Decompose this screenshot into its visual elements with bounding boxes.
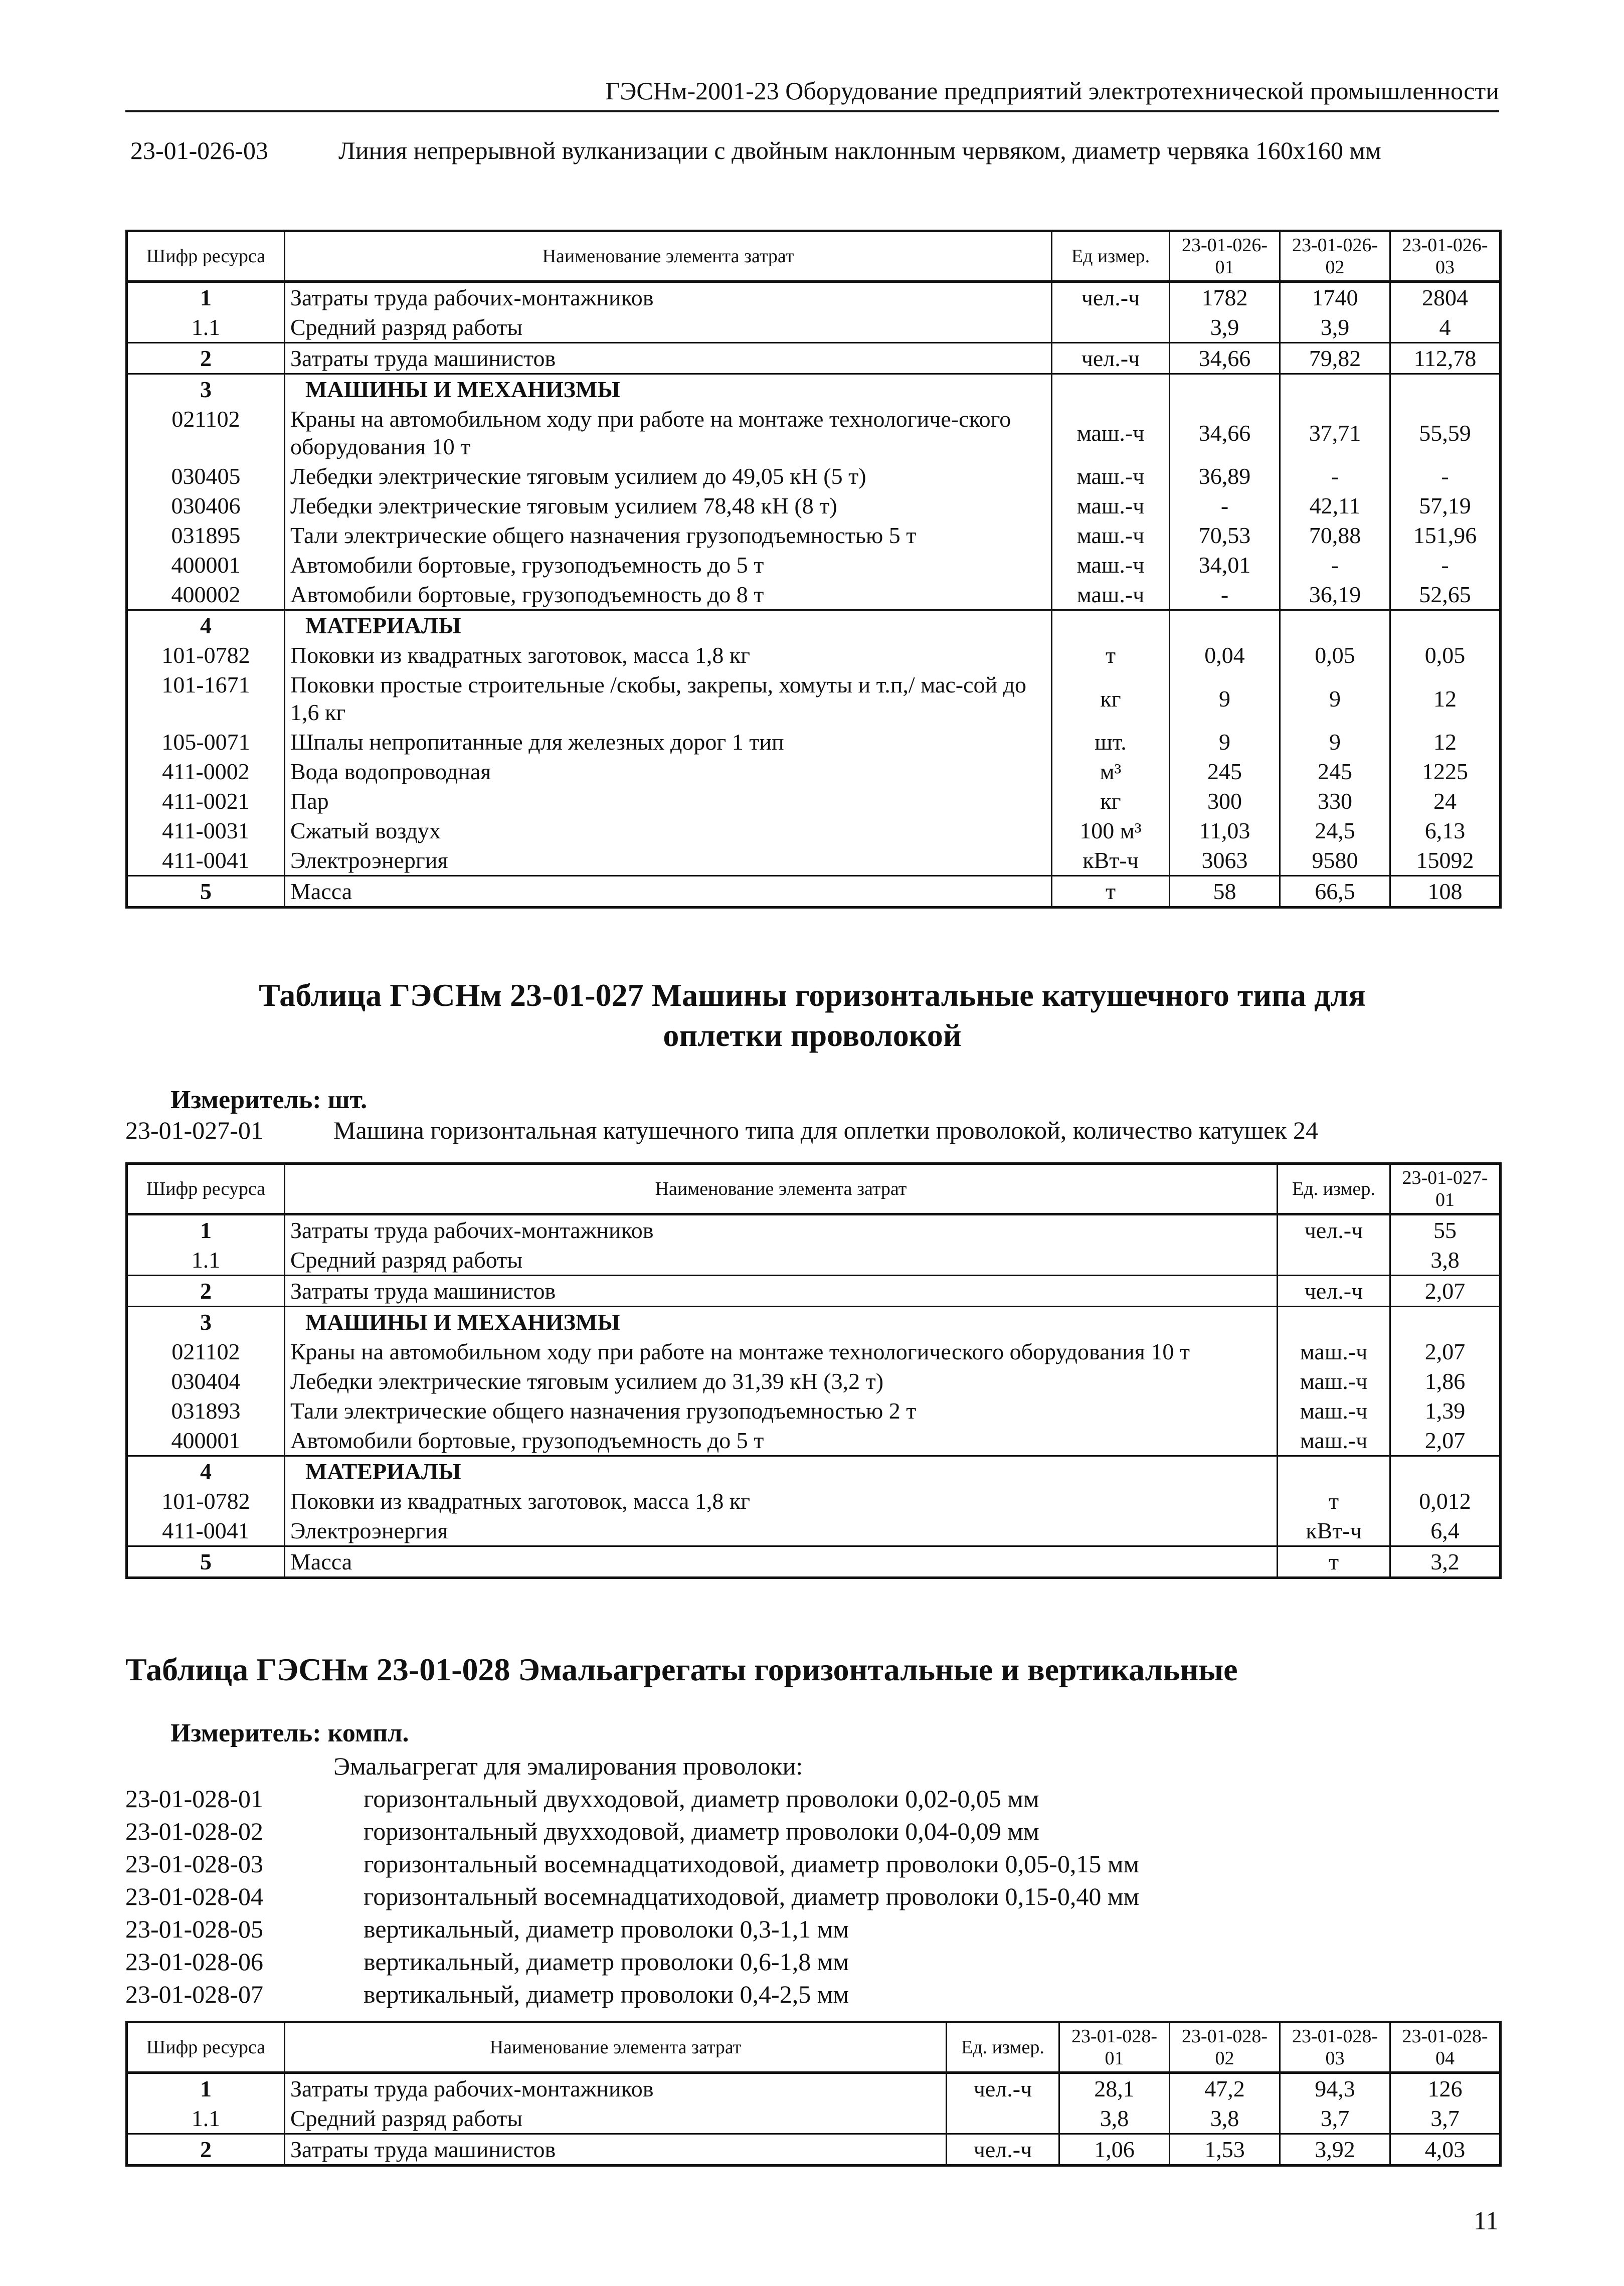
column-header: Шифр ресурса	[127, 1164, 285, 1214]
unit-cell: т	[1052, 876, 1170, 908]
value-cell: 24	[1390, 786, 1501, 816]
table-row	[127, 610, 1501, 641]
table-row	[127, 491, 1501, 520]
value-cell: 245	[1280, 757, 1390, 786]
value-cell: 300	[1170, 786, 1280, 816]
table-row	[127, 2134, 1501, 2166]
norm-code: 23-01-028-03	[125, 1850, 263, 1878]
unit-cell: маш.-ч	[1052, 580, 1170, 610]
table-row	[127, 876, 1501, 908]
table-row	[127, 374, 1501, 405]
value-cell: 34,66	[1170, 343, 1280, 374]
cost-element-cell: Электроэнергия	[285, 1516, 1278, 1546]
resource-code-cell: 2	[127, 1276, 285, 1307]
table-row	[127, 343, 1501, 374]
unit-cell: т	[1052, 640, 1170, 670]
value-cell: 42,11	[1280, 491, 1390, 520]
value-cell: 34,01	[1170, 550, 1280, 580]
resource-code-cell: 1.1	[127, 312, 285, 343]
value-cell: 36,89	[1170, 461, 1280, 491]
unit-cell	[1052, 374, 1170, 405]
cost-element-cell: Затраты труда машинистов	[285, 343, 1052, 374]
unit-cell: т	[1278, 1486, 1390, 1516]
resource-code-cell: 1.1	[127, 1245, 285, 1276]
cost-element-cell: Поковки из квадратных заготовок, масса 1,8 кг	[285, 640, 1052, 670]
value-cell: 9	[1280, 670, 1390, 727]
norm-code: 23-01-028-01	[125, 1785, 263, 1813]
unit-cell: чел.-ч	[1052, 343, 1170, 374]
resource-code-cell: 021102	[127, 404, 285, 461]
resource-code-cell: 1.1	[127, 2103, 285, 2134]
cost-element-cell: Автомобили бортовые, грузоподъемность до 8 т	[285, 580, 1052, 610]
value-cell: 12	[1390, 670, 1501, 727]
column-header: Ед измер.	[1052, 231, 1170, 282]
column-header: Ед. измер.	[947, 2022, 1059, 2073]
unit-cell: кг	[1052, 670, 1170, 727]
unit-cell: т	[1278, 1546, 1390, 1578]
cost-element-cell: Затраты труда машинистов	[285, 2134, 947, 2166]
column-header: Наименование элемента затрат	[285, 1164, 1278, 1214]
value-cell: 36,19	[1280, 580, 1390, 610]
value-cell: 1225	[1390, 757, 1501, 786]
value-cell: 3,2	[1390, 1546, 1501, 1578]
value-cell	[1390, 1456, 1501, 1487]
value-cell: 9	[1280, 727, 1390, 757]
value-cell: 12	[1390, 727, 1501, 757]
value-cell: 24,5	[1280, 816, 1390, 845]
column-header: Наименование элемента затрат	[285, 231, 1052, 282]
cost-element-cell: Лебедки электрические тяговым усилием до 31,39 кН (3,2 т)	[285, 1366, 1278, 1396]
cost-element-cell: Тали электрические общего назначения грузоподъемностью 5 т	[285, 520, 1052, 550]
resource-code-cell: 1	[127, 1214, 285, 1246]
unit-cell: кг	[1052, 786, 1170, 816]
value-cell: 2,07	[1390, 1426, 1501, 1456]
table-row	[127, 520, 1501, 550]
resource-code-cell: 3	[127, 374, 285, 405]
value-cell: 3,9	[1280, 312, 1390, 343]
table-row	[127, 845, 1501, 876]
unit-cell: маш.-ч	[1278, 1396, 1390, 1426]
value-cell	[1280, 374, 1390, 405]
cost-element-cell: Сжатый воздух	[285, 816, 1052, 845]
value-cell: 79,82	[1280, 343, 1390, 374]
value-cell: 330	[1280, 786, 1390, 816]
resource-code-cell: 031895	[127, 520, 285, 550]
cost-element-cell: Поковки простые строительные /скобы, закрепы, хомуты и т.п,/ мас-сой до 1,6 кг	[285, 670, 1052, 727]
value-cell: -	[1390, 461, 1501, 491]
table-row	[127, 1456, 1501, 1487]
cost-element-cell: Лебедки электрические тяговым усилием до 49,05 кН (5 т)	[285, 461, 1052, 491]
value-cell: -	[1280, 550, 1390, 580]
cost-element-cell: Шпалы непропитанные для железных дорог 1 тип	[285, 727, 1052, 757]
cost-element-cell: Электроэнергия	[285, 845, 1052, 876]
unit-cell: кВт-ч	[1052, 845, 1170, 876]
resource-code-cell: 1	[127, 282, 285, 313]
column-header: Шифр ресурса	[127, 231, 285, 282]
norm-description: горизонтальный двухходовой, диаметр проволоки 0,04-0,09 мм	[364, 1817, 1039, 1845]
unit-cell: маш.-ч	[1052, 491, 1170, 520]
value-cell: 112,78	[1390, 343, 1501, 374]
value-cell: 108	[1390, 876, 1501, 908]
norm-description: вертикальный, диаметр проволоки 0,4-2,5 мм	[364, 1980, 849, 2008]
value-cell: 58	[1170, 876, 1280, 908]
norm-code: 23-01-028-05	[125, 1915, 263, 1943]
resource-code-cell: 400001	[127, 550, 285, 580]
value-cell: 94,3	[1280, 2073, 1390, 2104]
cost-element-cell: Средний разряд работы	[285, 312, 1052, 343]
value-cell: 151,96	[1390, 520, 1501, 550]
cost-element-cell: Масса	[285, 1546, 1278, 1578]
resource-code-cell: 030406	[127, 491, 285, 520]
resource-code-cell: 2	[127, 2134, 285, 2166]
norm-description: Линия непрерывной вулканизации с двойным наклонным червяком, диаметр червяка 160х160 мм	[338, 136, 1381, 164]
unit-cell: маш.-ч	[1278, 1426, 1390, 1456]
unit-cell	[1278, 1245, 1390, 1276]
table-row	[127, 1516, 1501, 1546]
value-cell: 66,5	[1280, 876, 1390, 908]
resource-code-cell: 030405	[127, 461, 285, 491]
cost-element-cell: Краны на автомобильном ходу при работе на монтаже технологического оборудования 10 т	[285, 1337, 1278, 1366]
resource-code-cell: 411-0031	[127, 816, 285, 845]
cost-element-cell: Масса	[285, 876, 1052, 908]
unit-cell: кВт-ч	[1278, 1516, 1390, 1546]
resource-code-cell: 031893	[127, 1396, 285, 1426]
unit-cell	[1278, 1307, 1390, 1337]
column-header: 23-01-026-02	[1280, 231, 1390, 282]
value-cell: 9	[1170, 670, 1280, 727]
table-row	[127, 282, 1501, 313]
measure-unit-027: Измеритель: шт.	[170, 1086, 368, 1114]
table-row	[127, 640, 1501, 670]
norm-description: Машина горизонтальная катушечного типа для оплетки проволокой, количество катушек 24	[333, 1116, 1319, 1144]
value-cell: 57,19	[1390, 491, 1501, 520]
table-row	[127, 727, 1501, 757]
value-cell: 6,4	[1390, 1516, 1501, 1546]
table-row	[127, 1245, 1501, 1276]
column-header: Шифр ресурса	[127, 2022, 285, 2073]
table-row	[127, 670, 1501, 727]
resource-code-cell: 101-1671	[127, 670, 285, 727]
table-row	[127, 1426, 1501, 1456]
resource-code-cell: 101-0782	[127, 640, 285, 670]
table-row	[127, 1486, 1501, 1516]
norm-code: 23-01-026-03	[130, 136, 268, 164]
norm-code: 23-01-028-06	[125, 1948, 263, 1976]
resource-code-cell: 021102	[127, 1337, 285, 1366]
section-title-027: Таблица ГЭСНм 23-01-027 Машины горизонтальные катушечного типа для оплетки проволокой	[259, 977, 1366, 1053]
value-cell: 28,1	[1059, 2073, 1170, 2104]
unit-cell: маш.-ч	[1052, 520, 1170, 550]
value-cell: 6,13	[1390, 816, 1501, 845]
cost-element-cell: МАШИНЫ И МЕХАНИЗМЫ	[285, 1307, 1278, 1337]
table-row	[127, 1546, 1501, 1578]
value-cell: 0,05	[1390, 640, 1501, 670]
table-row	[127, 2073, 1501, 2104]
page-number: 11	[1473, 2207, 1499, 2235]
table-row	[127, 2103, 1501, 2134]
value-cell: 15092	[1390, 845, 1501, 876]
value-cell: 70,88	[1280, 520, 1390, 550]
section-title-028: Таблица ГЭСНм 23-01-028 Эмальагрегаты горизонтальные и вертикальные	[125, 1652, 1238, 1687]
norm-description: вертикальный, диаметр проволоки 0,6-1,8 мм	[364, 1948, 849, 1976]
value-cell: 0,04	[1170, 640, 1280, 670]
running-header: ГЭСНм-2001-23 Оборудование предприятий электротехнической промышленности	[125, 74, 1499, 112]
resource-code-cell: 030404	[127, 1366, 285, 1396]
resource-code-cell: 4	[127, 610, 285, 641]
cost-element-cell: Средний разряд работы	[285, 2103, 947, 2134]
value-cell: -	[1390, 550, 1501, 580]
resource-code-cell: 3	[127, 1307, 285, 1337]
resource-code-cell: 5	[127, 1546, 285, 1578]
value-cell: 37,71	[1280, 404, 1390, 461]
value-cell: 3063	[1170, 845, 1280, 876]
norm-description: горизонтальный двухходовой, диаметр проволоки 0,02-0,05 мм	[364, 1785, 1039, 1813]
value-cell: -	[1280, 461, 1390, 491]
value-cell	[1170, 374, 1280, 405]
table-row	[127, 461, 1501, 491]
cost-element-cell: Поковки из квадратных заготовок, масса 1,8 кг	[285, 1486, 1278, 1516]
value-cell: 4	[1390, 312, 1501, 343]
value-cell: 1,06	[1059, 2134, 1170, 2166]
value-cell: 3,8	[1059, 2103, 1170, 2134]
table-row	[127, 1276, 1501, 1307]
resource-code-cell: 411-0041	[127, 1516, 285, 1546]
value-cell: 2,07	[1390, 1337, 1501, 1366]
cost-element-cell: Затраты труда рабочих-монтажников	[285, 1214, 1278, 1246]
cost-element-cell: Средний разряд работы	[285, 1245, 1278, 1276]
value-cell: 0,012	[1390, 1486, 1501, 1516]
table-row	[127, 1396, 1501, 1426]
value-cell: 3,8	[1170, 2103, 1280, 2134]
resource-code-cell: 1	[127, 2073, 285, 2104]
value-cell: 11,03	[1170, 816, 1280, 845]
value-cell: 4,03	[1390, 2134, 1501, 2166]
table-23-01-027	[125, 1162, 1502, 1579]
column-header: 23-01-028-01	[1059, 2022, 1170, 2073]
unit-cell: шт.	[1052, 727, 1170, 757]
unit-cell	[947, 2103, 1059, 2134]
unit-cell: маш.-ч	[1052, 550, 1170, 580]
value-cell: 2804	[1390, 282, 1501, 313]
unit-cell: чел.-ч	[1278, 1214, 1390, 1246]
value-cell: 9580	[1280, 845, 1390, 876]
value-cell: 1,39	[1390, 1396, 1501, 1426]
value-cell: 126	[1390, 2073, 1501, 2104]
column-header: Ед. измер.	[1278, 1164, 1390, 1214]
cost-element-cell: Затраты труда рабочих-монтажников	[285, 282, 1052, 313]
value-cell	[1280, 610, 1390, 641]
unit-cell: м³	[1052, 757, 1170, 786]
value-cell: 3,8	[1390, 1245, 1501, 1276]
unit-cell	[1052, 312, 1170, 343]
unit-cell: маш.-ч	[1052, 461, 1170, 491]
table-row	[127, 757, 1501, 786]
cost-element-cell: МАТЕРИАЛЫ	[285, 1456, 1278, 1487]
resource-code-cell: 400002	[127, 580, 285, 610]
value-cell	[1390, 610, 1501, 641]
value-cell: 2,07	[1390, 1276, 1501, 1307]
unit-cell: маш.-ч	[1278, 1337, 1390, 1366]
value-cell	[1390, 1307, 1501, 1337]
table-row	[127, 1337, 1501, 1366]
column-header: Наименование элемента затрат	[285, 2022, 947, 2073]
resource-code-cell: 5	[127, 876, 285, 908]
table-row	[127, 550, 1501, 580]
unit-cell: маш.-ч	[1052, 404, 1170, 461]
table-row	[127, 1214, 1501, 1246]
resource-code-cell: 101-0782	[127, 1486, 285, 1516]
unit-cell: маш.-ч	[1278, 1366, 1390, 1396]
value-cell: 1,53	[1170, 2134, 1280, 2166]
norm-code: 23-01-027-01	[125, 1116, 263, 1144]
value-cell: 70,53	[1170, 520, 1280, 550]
table-row	[127, 1307, 1501, 1337]
resource-code-cell: 105-0071	[127, 727, 285, 757]
cost-element-cell: Автомобили бортовые, грузоподъемность до 5 т	[285, 550, 1052, 580]
cost-element-cell: МАТЕРИАЛЫ	[285, 610, 1052, 641]
value-cell: 245	[1170, 757, 1280, 786]
column-header: 23-01-028-03	[1280, 2022, 1390, 2073]
value-cell: 34,66	[1170, 404, 1280, 461]
value-cell: 3,7	[1280, 2103, 1390, 2134]
norm-code: 23-01-028-02	[125, 1817, 263, 1845]
cost-element-cell: Тали электрические общего назначения грузоподъемностью 2 т	[285, 1396, 1278, 1426]
norm-description: горизонтальный восемнадцатиходовой, диаметр проволоки 0,05-0,15 мм	[364, 1850, 1140, 1878]
value-cell: 9	[1170, 727, 1280, 757]
value-cell: 1782	[1170, 282, 1280, 313]
cost-element-cell: Автомобили бортовые, грузоподъемность до 5 т	[285, 1426, 1278, 1456]
value-cell: 47,2	[1170, 2073, 1280, 2104]
resource-code-cell: 400001	[127, 1426, 285, 1456]
table-row	[127, 312, 1501, 343]
value-cell: 1,86	[1390, 1366, 1501, 1396]
measure-unit-028: Измеритель: компл.	[170, 1719, 409, 1747]
value-cell	[1390, 374, 1501, 405]
resource-code-cell: 411-0041	[127, 845, 285, 876]
value-cell: 3,7	[1390, 2103, 1501, 2134]
unit-cell: чел.-ч	[1052, 282, 1170, 313]
table-row	[127, 404, 1501, 461]
resource-code-cell: 4	[127, 1456, 285, 1487]
column-header: 23-01-027-01	[1390, 1164, 1501, 1214]
unit-cell: 100 м³	[1052, 816, 1170, 845]
value-cell: 55	[1390, 1214, 1501, 1246]
column-header: 23-01-026-03	[1390, 231, 1501, 282]
norm-description: вертикальный, диаметр проволоки 0,3-1,1 мм	[364, 1915, 849, 1943]
unit-cell: чел.-ч	[1278, 1276, 1390, 1307]
unit-cell	[1052, 610, 1170, 641]
cost-element-cell: Лебедки электрические тяговым усилием 78,48 кН (8 т)	[285, 491, 1052, 520]
value-cell: -	[1170, 580, 1280, 610]
norm-code: 23-01-028-07	[125, 1980, 263, 2008]
table-23-01-026	[125, 230, 1502, 909]
cost-element-cell: Затраты труда рабочих-монтажников	[285, 2073, 947, 2104]
value-cell: 3,92	[1280, 2134, 1390, 2166]
value-cell: 3,9	[1170, 312, 1280, 343]
table-row	[127, 816, 1501, 845]
norm-code: 23-01-028-04	[125, 1882, 263, 1910]
unit-cell: чел.-ч	[947, 2134, 1059, 2166]
value-cell	[1170, 610, 1280, 641]
cost-element-cell: МАШИНЫ И МЕХАНИЗМЫ	[285, 374, 1052, 405]
cost-element-cell: Вода водопроводная	[285, 757, 1052, 786]
resource-code-cell: 2	[127, 343, 285, 374]
norm-description: горизонтальный восемнадцатиходовой, диаметр проволоки 0,15-0,40 мм	[364, 1882, 1140, 1910]
column-header: 23-01-028-02	[1170, 2022, 1280, 2073]
column-header: 23-01-026-01	[1170, 231, 1280, 282]
value-cell: 55,59	[1390, 404, 1501, 461]
table-23-01-028	[125, 2021, 1502, 2167]
column-header: 23-01-028-04	[1390, 2022, 1501, 2073]
resource-code-cell: 411-0021	[127, 786, 285, 816]
value-cell: -	[1170, 491, 1280, 520]
table-row	[127, 580, 1501, 610]
unit-cell: чел.-ч	[947, 2073, 1059, 2104]
unit-cell	[1278, 1456, 1390, 1487]
cost-element-cell: Краны на автомобильном ходу при работе на монтаже технологиче-ского оборудования 10 т	[285, 404, 1052, 461]
value-cell: 1740	[1280, 282, 1390, 313]
table-row	[127, 1366, 1501, 1396]
intro-text: Эмальагрегат для эмалирования проволоки:	[333, 1752, 803, 1780]
cost-element-cell: Пар	[285, 786, 1052, 816]
cost-element-cell: Затраты труда машинистов	[285, 1276, 1278, 1307]
table-row	[127, 786, 1501, 816]
value-cell: 0,05	[1280, 640, 1390, 670]
resource-code-cell: 411-0002	[127, 757, 285, 786]
value-cell: 52,65	[1390, 580, 1501, 610]
